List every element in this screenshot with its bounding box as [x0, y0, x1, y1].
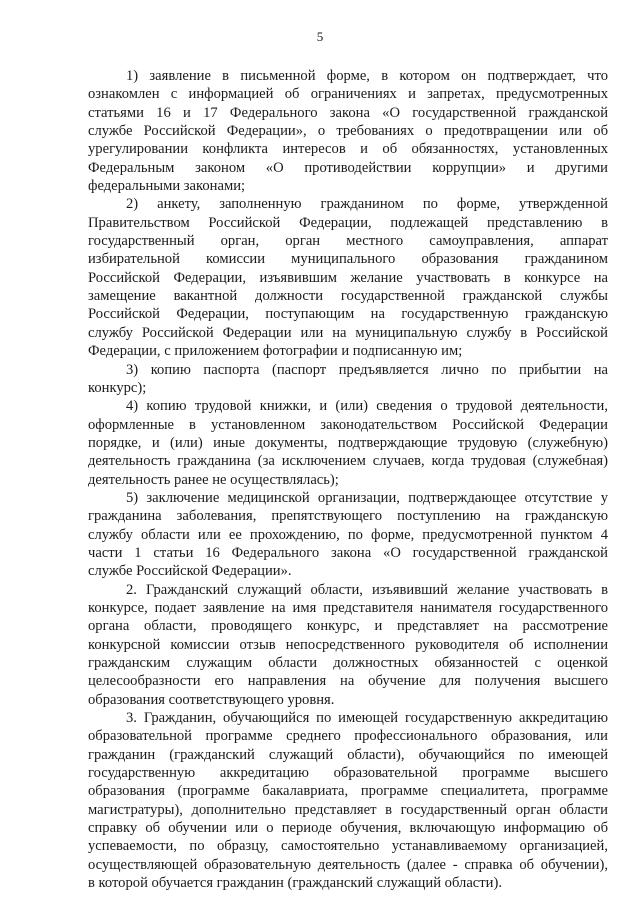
text-line: урегулировании конфликта интересов и об обязанностях, установленных [88, 141, 608, 158]
text-line: образования (программе бакалавриата, программе специалитета, программе [88, 783, 608, 800]
text-line: 3. Гражданин, обучающийся по имеющей государственную аккредитацию [126, 710, 608, 727]
text-line: 3) копию паспорта (паспорт предъявляется лично по прибытии на [126, 361, 608, 378]
text-line: осуществляющей образовательную деятельность (далее - справка об обучении), [88, 856, 608, 873]
text-line: 1) заявление в письменной форме, в котором он подтверждает, что [126, 68, 608, 84]
text-line: 2. Гражданский служащий области, изъявивший желание участвовать в [126, 581, 608, 598]
text-line: службе Российской Федерации», о требованиях о предотвращении или об [88, 123, 608, 140]
text-line: службе Российской Федерации». [88, 563, 292, 580]
text-line: деятельность ранее не осуществлялась); [88, 471, 339, 488]
text-line: в которой обучается гражданин (гражданский служащий области). [88, 875, 502, 892]
text-line: магистратуры), дополнительно представляет в государственный орган области [88, 801, 608, 818]
text-line: образовательной программе среднего профессионального образования, или [88, 728, 608, 745]
text-line: службу Российской Федерации или на муниципальную службу в Российской [88, 324, 608, 341]
text-line: государственную аккредитацию образовательной программе высшего [88, 765, 608, 782]
text-line: государственный орган, орган местного самоуправления, аппарат [88, 233, 608, 250]
document-body [88, 67, 608, 892]
text-line: деятельность гражданина (за исключением случаев, когда трудовая (служебная) [88, 453, 608, 470]
text-line: конкурсной комиссии отзыв непосредственного руководителя об исполнении [88, 636, 608, 653]
text-line: Федеральным законом «О противодействии коррупции» и другими [88, 159, 608, 176]
text-line: оформленные в установленном законодательством Российской Федерации [88, 416, 608, 433]
text-line: образования соответствующего уровня. [88, 691, 335, 708]
text-line: ознакомлен с информацией об ограничениях и запретах, предусмотренных [88, 86, 608, 103]
text-line: справку об обучении или о периоде обучения, включающую информацию об [88, 820, 608, 837]
text-line: гражданина заболевания, препятствующего поступлению на гражданскую [88, 508, 608, 525]
page-number: 5 [316, 29, 324, 44]
text-line: статьями 16 и 17 Федерального закона «О государственной гражданской [88, 104, 608, 121]
text-line: службу области или ее прохождению, по форме, предусмотренной пунктом 4 [88, 526, 608, 543]
text-line: Федерации, с приложением фотографии и подписанную им; [88, 343, 463, 360]
text-line: 2) анкету, заполненную гражданином по форме, утвержденной [126, 196, 608, 213]
text-line: конкурс); [88, 379, 147, 396]
text-line: органа области, проводящего конкурс, и представляет на рассмотрение [88, 618, 608, 635]
text-line: гражданским служащим области должностных обязанностей с оценкой [88, 655, 608, 671]
text-line: части 1 статьи 16 Федерального закона «О государственной гражданской [88, 544, 608, 561]
text-line: 4) копию трудовой книжки, и (или) сведения о трудовой деятельности, [126, 398, 608, 415]
text-line: порядке, и (или) иные документы, подтверждающие трудовую (служебную) [88, 434, 608, 451]
text-line: федеральными законами; [88, 178, 246, 195]
text-line: успеваемости, по образцу, самостоятельно устанавливаемому организацией, [88, 838, 608, 855]
text-line: Российской Федерации, поступающим на государственную гражданскую [88, 306, 608, 323]
text-line: замещение вакантной должности государственной гражданской службы [88, 288, 608, 305]
text-line: гражданин (гражданский служащий области), обучающийся по имеющей [88, 746, 608, 763]
text-line: Правительством Российской Федерации, подлежащей представлению в [88, 214, 608, 231]
text-line: 5) заключение медицинской организации, подтверждающее отсутствие у [126, 489, 608, 506]
text-line: избирательной комиссии муниципального образования гражданином [88, 251, 608, 268]
text-line: конкурсе, подает заявление на имя представителя нанимателя государственного [88, 599, 608, 616]
text-line: целесообразности его направления на обучение для получения высшего [88, 673, 608, 690]
text-line: Российской Федерации, изъявившим желание участвовать в конкурсе на [88, 269, 608, 286]
